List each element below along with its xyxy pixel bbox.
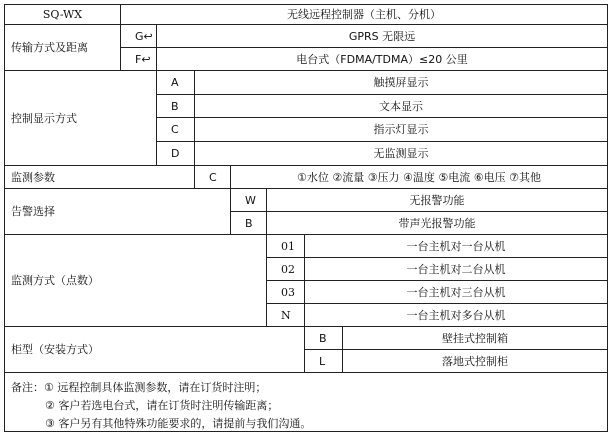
notes-prefix: 备注： (11, 381, 44, 394)
transmission-desc-g: GPRS 无限远 (156, 24, 608, 47)
note-item-1: ① 远程控制具体监测参数，请在订货时注明； (44, 381, 267, 394)
points-desc-02: 一台主机对二台从机 (304, 257, 608, 280)
display-desc-a: 触摸屏显示 (194, 70, 608, 94)
points-code-n: N (266, 303, 304, 326)
points-label: 监测方式（点数） (4, 234, 266, 326)
points-code-02: 02 (266, 257, 304, 280)
points-desc-n: 一台主机对多台从机 (304, 303, 608, 326)
cabinet-code-b: B (304, 326, 342, 349)
params-label: 监测参数 (4, 165, 194, 188)
points-code-03: 03 (266, 280, 304, 303)
note-item-2: ② 客户若选电台式，请在订货时注明传输距离； (45, 399, 279, 412)
transmission-code-g: G↩ (120, 24, 156, 47)
note-line-3 (11, 414, 601, 432)
display-desc-d: 无监测显示 (194, 141, 608, 165)
display-code-c: C (156, 117, 194, 141)
note-line-1 (11, 378, 601, 396)
params-code: C (194, 165, 230, 188)
alarm-code-b: B (230, 211, 266, 234)
model-code-cell: SQ-WX (4, 4, 120, 24)
note-line-2 (11, 396, 601, 414)
transmission-desc-f: 电台式（FDMA/TDMA）≤20 公里 (156, 47, 608, 70)
alarm-desc-w: 无报警功能 (266, 188, 608, 211)
display-code-a: A (156, 70, 194, 94)
transmission-code-f: F↩ (120, 47, 156, 70)
note-item-3: ③ 客户另有其他特殊功能要求的，请提前与我们沟通。 (45, 417, 312, 430)
display-label: 控制显示方式 (4, 70, 156, 165)
alarm-label: 告警选择 (4, 188, 230, 234)
points-code-01: 01 (266, 234, 304, 257)
points-desc-03: 一台主机对三台从机 (304, 280, 608, 303)
alarm-desc-b: 带声光报警功能 (266, 211, 608, 234)
cabinet-desc-b: 壁挂式控制箱 (342, 326, 608, 349)
product-title-cell: 无线远程控制器（主机、分机） (120, 4, 608, 24)
transmission-label: 传输方式及距离 (4, 24, 120, 70)
cabinet-desc-l: 落地式控制柜 (342, 349, 608, 372)
notes-block (4, 372, 608, 432)
alarm-code-w: W (230, 188, 266, 211)
display-code-d: D (156, 141, 194, 165)
params-desc: ①水位 ②流量 ③压力 ④温度 ⑤电流 ⑥电压 ⑦其他 (230, 165, 608, 188)
display-desc-c: 指示灯显示 (194, 117, 608, 141)
cabinet-label: 柜型（安装方式） (4, 326, 304, 372)
points-desc-01: 一台主机对一台从机 (304, 234, 608, 257)
cabinet-code-l: L (304, 349, 342, 372)
display-code-b: B (156, 94, 194, 117)
display-desc-b: 文本显示 (194, 94, 608, 117)
